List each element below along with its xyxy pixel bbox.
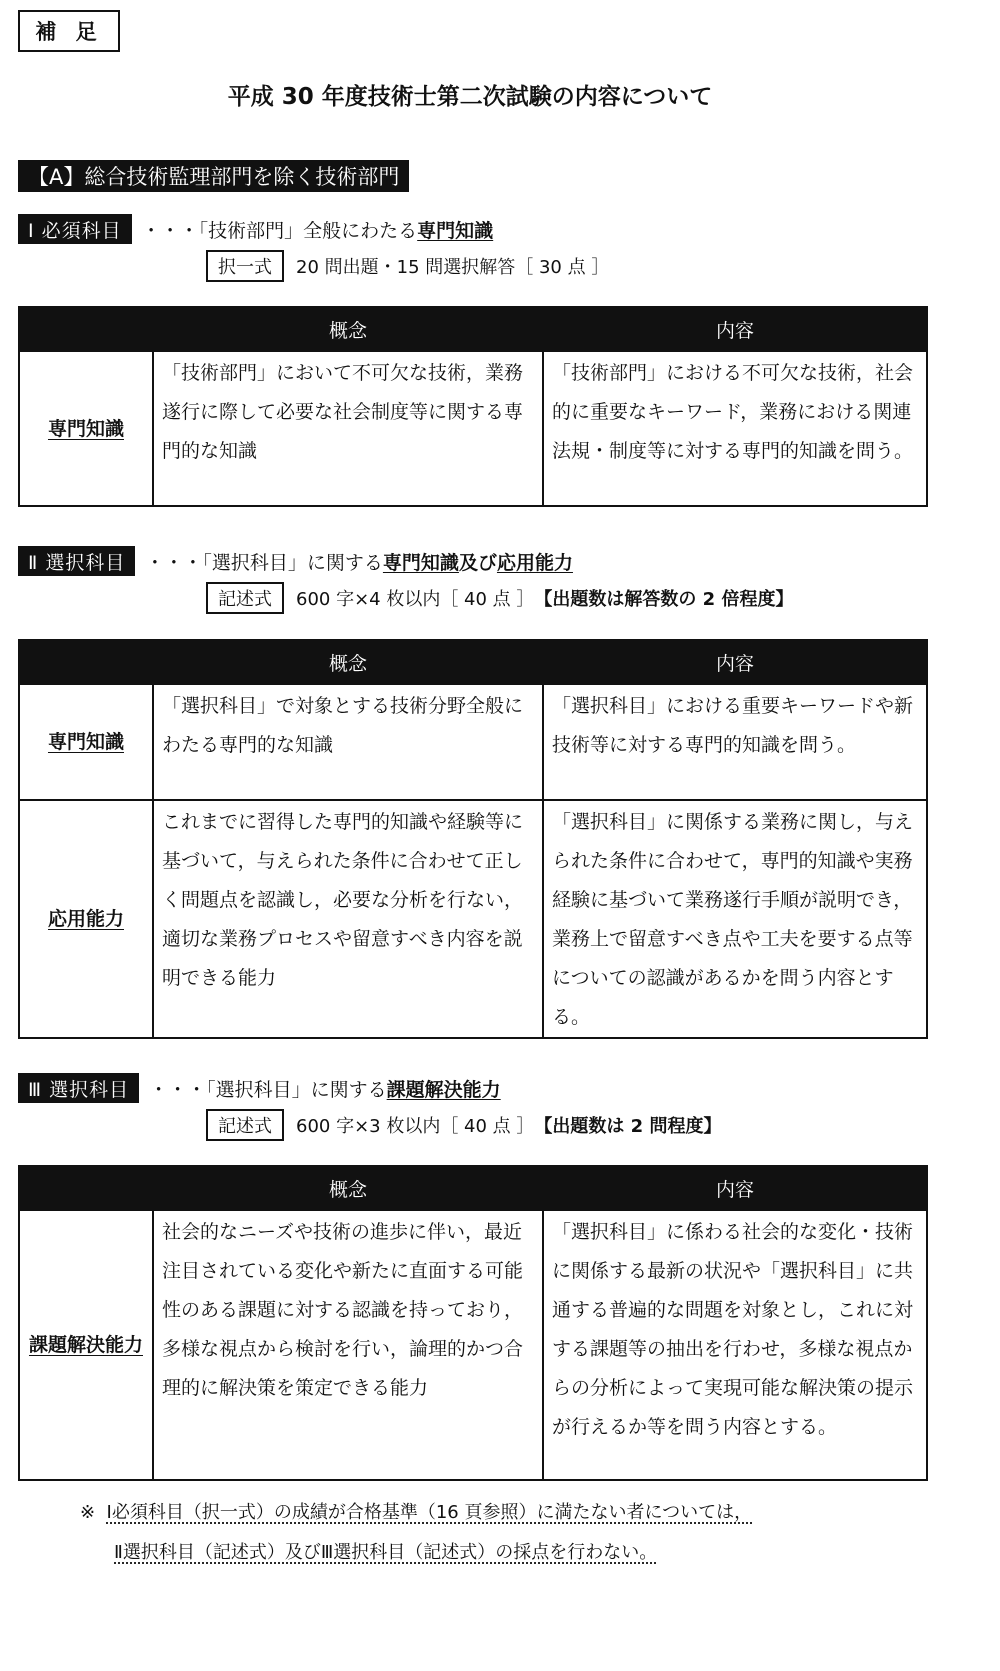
header-concept: 概念: [153, 640, 543, 684]
subject3-format-note: 【出題数は 2 問程度】: [534, 1116, 722, 1137]
section-a-label: 【A】総合技術監理部門を除く技術部門: [18, 160, 409, 192]
footnote-line-2: Ⅱ選択科目（記述式）及びⅢ選択科目（記述式）の採点を行わない。: [114, 1542, 658, 1563]
concept-cell: これまでに習得した専門的知識や経験等に基づいて，与えられた条件に合わせて正しく問題点を認識し，必要な分析を行ない，適切な業務プロセスや留意すべき内容を説明できる能力: [153, 800, 543, 1038]
subject2-description: ・・・「選択科目」に関する専門知識及び応用能力: [145, 551, 573, 574]
subject2-heading: [18, 545, 573, 577]
content-cell: 「技術部門」における不可欠な技術，社会的に重要なキーワード，業務における関連法規・制度等に対する専門的知識を問う。: [543, 351, 927, 506]
subject2-format-note: 【出題数は解答数の 2 倍程度】: [534, 589, 794, 610]
row-name: 専門知識: [19, 351, 153, 506]
subject1-table: [18, 306, 928, 507]
header-empty: [19, 640, 153, 684]
row-name: 専門知識: [19, 684, 153, 800]
subject3-format-type: 記述式: [206, 1109, 284, 1141]
table-header-row: [19, 640, 927, 684]
header-empty: [19, 307, 153, 351]
subject1-format-type: 択一式: [206, 250, 284, 282]
concept-cell: 「技術部門」において不可欠な技術，業務遂行に際して必要な社会制度等に関する専門的な知識: [153, 351, 543, 506]
subject3-format-text: 600 字×3 枚以内［ 40 点 ］: [296, 1116, 535, 1137]
table-header-row: [19, 307, 927, 351]
subject3-description: ・・・「選択科目」に関する課題解決能力: [149, 1078, 501, 1101]
subject1-label: Ⅰ 必須科目: [18, 214, 132, 244]
footnote: [80, 1493, 752, 1573]
row-name: 応用能力: [19, 800, 153, 1038]
table-row: [19, 351, 927, 506]
subject2-format-type: 記述式: [206, 582, 284, 614]
subject1-format: [206, 250, 609, 282]
subject3-format: [206, 1109, 721, 1141]
subject2-table: [18, 639, 928, 1039]
subject1-heading: [18, 213, 493, 245]
subject1-description: ・・・「技術部門」全般にわたる専門知識: [141, 219, 494, 242]
subject2-label: Ⅱ 選択科目: [18, 546, 135, 576]
row-name: 課題解決能力: [19, 1210, 153, 1480]
header-empty: [19, 1166, 153, 1210]
table-header-row: [19, 1166, 927, 1210]
table-row: [19, 684, 927, 800]
content-cell: 「選択科目」に関係する業務に関し，与えられた条件に合わせて，専門的知識や実務経験に基づいて業務遂行手順が説明でき，業務上で留意すべき点や工夫を要する点等についての認識があるかを問う内容とする。: [543, 800, 927, 1038]
subject3-label: Ⅲ 選択科目: [18, 1073, 139, 1103]
subject2-format-text: 600 字×4 枚以内［ 40 点 ］: [296, 589, 535, 610]
header-content: 内容: [543, 640, 927, 684]
footnote-line-1: ※ Ⅰ必須科目（択一式）の成績が合格基準（16 頁参照）に満たない者については，: [80, 1502, 753, 1523]
subject1-format-text: 20 問出題・15 問選択解答［ 30 点 ］: [296, 257, 610, 278]
header-content: 内容: [543, 307, 927, 351]
subject3-heading: [18, 1072, 501, 1104]
table-row: [19, 800, 927, 1038]
page-title: 平成 30 年度技術士第二次試験の内容について: [227, 84, 713, 110]
supplement-badge: 補 足: [18, 10, 120, 52]
content-cell: 「選択科目」における重要キーワードや新技術等に対する専門的知識を問う。: [543, 684, 927, 800]
concept-cell: 「選択科目」で対象とする技術分野全般にわたる専門的な知識: [153, 684, 543, 800]
content-cell: 「選択科目」に係わる社会的な変化・技術に関係する最新の状況や「選択科目」に共通する普遍的な問題を対象とし，これに対する課題等の抽出を行わせ，多様な視点からの分析によって実現可能な解決策の提示が行えるか等を問う内容とする。: [543, 1210, 927, 1480]
subject3-table: [18, 1165, 928, 1481]
subject2-format: [206, 582, 793, 614]
concept-cell: 社会的なニーズや技術の進歩に伴い，最近注目されている変化や新たに直面する可能性のある課題に対する認識を持っており，多様な視点から検討を行い，論理的かつ合理的に解決策を策定できる能力: [153, 1210, 543, 1480]
header-concept: 概念: [153, 1166, 543, 1210]
header-content: 内容: [543, 1166, 927, 1210]
table-row: [19, 1210, 927, 1480]
header-concept: 概念: [153, 307, 543, 351]
